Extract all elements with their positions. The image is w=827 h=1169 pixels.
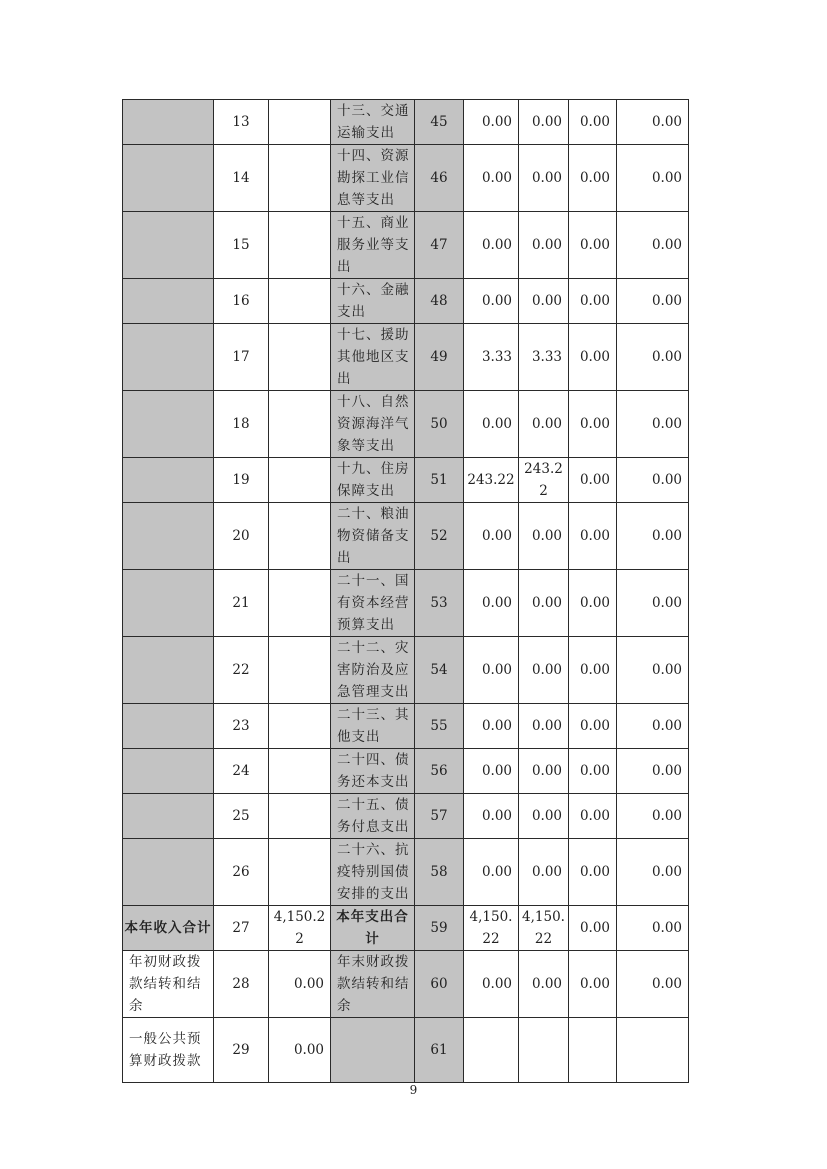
income-row-number: 22 [214, 637, 269, 704]
expenditure-state-capital-value: 0.00 [617, 749, 689, 794]
expenditure-item-label: 十六、金融支出 [331, 279, 415, 324]
income-row-number: 21 [214, 570, 269, 637]
expenditure-item-label: 二十二、灾害防治及应急管理支出 [331, 637, 415, 704]
expenditure-general-budget-value: 0.00 [519, 749, 569, 794]
expenditure-row-number: 51 [415, 458, 464, 503]
income-amount [269, 145, 331, 212]
budget-table [122, 99, 689, 1083]
income-amount [269, 391, 331, 458]
expenditure-fund-budget-value: 0.00 [569, 570, 617, 637]
income-amount [269, 100, 331, 145]
expenditure-item-label: 年末财政拨款结转和结余 [331, 951, 415, 1018]
expenditure-row-number: 48 [415, 279, 464, 324]
income-amount: 0.00 [269, 1018, 331, 1083]
expenditure-row-number: 60 [415, 951, 464, 1018]
income-item-label: 年初财政拨款结转和结余 [123, 951, 214, 1018]
expenditure-row-number: 49 [415, 324, 464, 391]
income-item-label [123, 794, 214, 839]
income-row-number: 17 [214, 324, 269, 391]
table-row [123, 570, 689, 637]
table-row [123, 637, 689, 704]
expenditure-row-number: 45 [415, 100, 464, 145]
expenditure-row-number: 50 [415, 391, 464, 458]
income-amount [269, 458, 331, 503]
income-amount [269, 570, 331, 637]
table-row [123, 145, 689, 212]
income-row-number: 13 [214, 100, 269, 145]
expenditure-row-number: 54 [415, 637, 464, 704]
expenditure-state-capital-value: 0.00 [617, 391, 689, 458]
income-row-number: 25 [214, 794, 269, 839]
income-amount [269, 637, 331, 704]
expenditure-row-number: 56 [415, 749, 464, 794]
income-amount [269, 794, 331, 839]
table-row [123, 212, 689, 279]
income-item-label [123, 570, 214, 637]
income-item-label: 本年收入合计 [123, 906, 214, 951]
expenditure-item-label: 十九、住房保障支出 [331, 458, 415, 503]
expenditure-state-capital-value: 0.00 [617, 324, 689, 391]
income-row-number: 28 [214, 951, 269, 1018]
income-item-label [123, 279, 214, 324]
expenditure-general-budget-value: 0.00 [519, 391, 569, 458]
table-row [123, 704, 689, 749]
expenditure-item-label: 二十五、债务付息支出 [331, 794, 415, 839]
expenditure-general-budget-value: 0.00 [519, 570, 569, 637]
expenditure-state-capital-value: 0.00 [617, 458, 689, 503]
expenditure-fund-budget-value: 0.00 [569, 951, 617, 1018]
expenditure-item-label: 十三、交通运输支出 [331, 100, 415, 145]
expenditure-state-capital-value: 0.00 [617, 145, 689, 212]
expenditure-state-capital-value: 0.00 [617, 906, 689, 951]
income-amount [269, 503, 331, 570]
income-amount: 0.00 [269, 951, 331, 1018]
expenditure-total-value: 0.00 [464, 570, 519, 637]
expenditure-general-budget-value: 0.00 [519, 839, 569, 906]
income-row-number: 15 [214, 212, 269, 279]
expenditure-general-budget-value: 243.22 [519, 458, 569, 503]
income-item-label [123, 503, 214, 570]
expenditure-fund-budget-value: 0.00 [569, 906, 617, 951]
income-row-number: 27 [214, 906, 269, 951]
table-body [123, 100, 689, 1083]
expenditure-state-capital-value: 0.00 [617, 637, 689, 704]
expenditure-total-value: 0.00 [464, 503, 519, 570]
income-amount: 4,150.22 [269, 906, 331, 951]
expenditure-state-capital-value: 0.00 [617, 212, 689, 279]
table-row [123, 749, 689, 794]
income-row-number: 14 [214, 145, 269, 212]
expenditure-fund-budget-value: 0.00 [569, 749, 617, 794]
expenditure-state-capital-value: 0.00 [617, 279, 689, 324]
income-amount [269, 749, 331, 794]
expenditure-row-number: 59 [415, 906, 464, 951]
expenditure-total-value: 0.00 [464, 749, 519, 794]
income-item-label [123, 391, 214, 458]
expenditure-state-capital-value: 0.00 [617, 100, 689, 145]
table-row [123, 906, 689, 951]
expenditure-total-value: 0.00 [464, 145, 519, 212]
expenditure-general-budget-value: 0.00 [519, 951, 569, 1018]
expenditure-fund-budget-value [569, 1018, 617, 1083]
expenditure-fund-budget-value: 0.00 [569, 145, 617, 212]
expenditure-total-value: 0.00 [464, 279, 519, 324]
table-row [123, 100, 689, 145]
expenditure-fund-budget-value: 0.00 [569, 839, 617, 906]
expenditure-item-label: 十四、资源勘探工业信息等支出 [331, 145, 415, 212]
expenditure-item-label: 本年支出合计 [331, 906, 415, 951]
expenditure-row-number: 58 [415, 839, 464, 906]
expenditure-item-label: 二十三、其他支出 [331, 704, 415, 749]
expenditure-general-budget-value: 0.00 [519, 100, 569, 145]
expenditure-total-value: 0.00 [464, 391, 519, 458]
income-row-number: 20 [214, 503, 269, 570]
expenditure-general-budget-value: 0.00 [519, 145, 569, 212]
income-item-label [123, 704, 214, 749]
expenditure-fund-budget-value: 0.00 [569, 324, 617, 391]
expenditure-total-value: 0.00 [464, 839, 519, 906]
expenditure-fund-budget-value: 0.00 [569, 794, 617, 839]
income-item-label [123, 324, 214, 391]
expenditure-state-capital-value: 0.00 [617, 794, 689, 839]
expenditure-item-label: 十八、自然资源海洋气象等支出 [331, 391, 415, 458]
expenditure-fund-budget-value: 0.00 [569, 458, 617, 503]
expenditure-general-budget-value: 0.00 [519, 704, 569, 749]
expenditure-general-budget-value: 3.33 [519, 324, 569, 391]
table-row [123, 951, 689, 1018]
income-amount [269, 212, 331, 279]
income-row-number: 16 [214, 279, 269, 324]
table-row [123, 324, 689, 391]
expenditure-general-budget-value: 0.00 [519, 279, 569, 324]
expenditure-general-budget-value: 0.00 [519, 794, 569, 839]
income-row-number: 29 [214, 1018, 269, 1083]
expenditure-row-number: 57 [415, 794, 464, 839]
income-item-label [123, 458, 214, 503]
expenditure-row-number: 55 [415, 704, 464, 749]
income-row-number: 19 [214, 458, 269, 503]
table-row [123, 391, 689, 458]
expenditure-item-label: 二十四、债务还本支出 [331, 749, 415, 794]
expenditure-fund-budget-value: 0.00 [569, 391, 617, 458]
expenditure-item-label [331, 1018, 415, 1083]
income-item-label [123, 749, 214, 794]
expenditure-general-budget-value: 0.00 [519, 503, 569, 570]
expenditure-item-label: 二十、粮油物资储备支出 [331, 503, 415, 570]
expenditure-row-number: 52 [415, 503, 464, 570]
expenditure-row-number: 61 [415, 1018, 464, 1083]
income-item-label [123, 839, 214, 906]
expenditure-total-value: 0.00 [464, 637, 519, 704]
income-row-number: 23 [214, 704, 269, 749]
expenditure-general-budget-value: 0.00 [519, 637, 569, 704]
expenditure-state-capital-value: 0.00 [617, 704, 689, 749]
page-number: 9 [409, 1083, 418, 1097]
income-item-label [123, 637, 214, 704]
expenditure-state-capital-value [617, 1018, 689, 1083]
expenditure-fund-budget-value: 0.00 [569, 279, 617, 324]
income-item-label [123, 212, 214, 279]
expenditure-total-value: 0.00 [464, 704, 519, 749]
expenditure-item-label: 十七、援助其他地区支出 [331, 324, 415, 391]
expenditure-fund-budget-value: 0.00 [569, 503, 617, 570]
expenditure-fund-budget-value: 0.00 [569, 637, 617, 704]
table-row [123, 839, 689, 906]
expenditure-item-label: 十五、商业服务业等支出 [331, 212, 415, 279]
expenditure-total-value: 0.00 [464, 951, 519, 1018]
table-row [123, 279, 689, 324]
table-row [123, 458, 689, 503]
income-item-label [123, 145, 214, 212]
table-row [123, 1018, 689, 1083]
income-row-number: 26 [214, 839, 269, 906]
income-row-number: 24 [214, 749, 269, 794]
income-amount [269, 324, 331, 391]
expenditure-total-value: 0.00 [464, 100, 519, 145]
table-row [123, 503, 689, 570]
table-row [123, 794, 689, 839]
expenditure-total-value: 243.22 [464, 458, 519, 503]
expenditure-row-number: 53 [415, 570, 464, 637]
expenditure-general-budget-value [519, 1018, 569, 1083]
expenditure-row-number: 47 [415, 212, 464, 279]
income-item-label: 一般公共预算财政拨款 [123, 1018, 214, 1083]
expenditure-total-value: 3.33 [464, 324, 519, 391]
income-row-number: 18 [214, 391, 269, 458]
income-amount [269, 279, 331, 324]
expenditure-general-budget-value: 0.00 [519, 212, 569, 279]
income-amount [269, 704, 331, 749]
expenditure-row-number: 46 [415, 145, 464, 212]
expenditure-fund-budget-value: 0.00 [569, 212, 617, 279]
expenditure-total-value [464, 1018, 519, 1083]
income-item-label [123, 100, 214, 145]
expenditure-fund-budget-value: 0.00 [569, 100, 617, 145]
expenditure-total-value: 4,150.22 [464, 906, 519, 951]
expenditure-total-value: 0.00 [464, 212, 519, 279]
expenditure-state-capital-value: 0.00 [617, 570, 689, 637]
expenditure-general-budget-value: 4,150.22 [519, 906, 569, 951]
expenditure-state-capital-value: 0.00 [617, 503, 689, 570]
expenditure-fund-budget-value: 0.00 [569, 704, 617, 749]
expenditure-total-value: 0.00 [464, 794, 519, 839]
expenditure-state-capital-value: 0.00 [617, 951, 689, 1018]
income-amount [269, 839, 331, 906]
expenditure-item-label: 二十一、国有资本经营预算支出 [331, 570, 415, 637]
expenditure-state-capital-value: 0.00 [617, 839, 689, 906]
expenditure-item-label: 二十六、抗疫特别国债安排的支出 [331, 839, 415, 906]
